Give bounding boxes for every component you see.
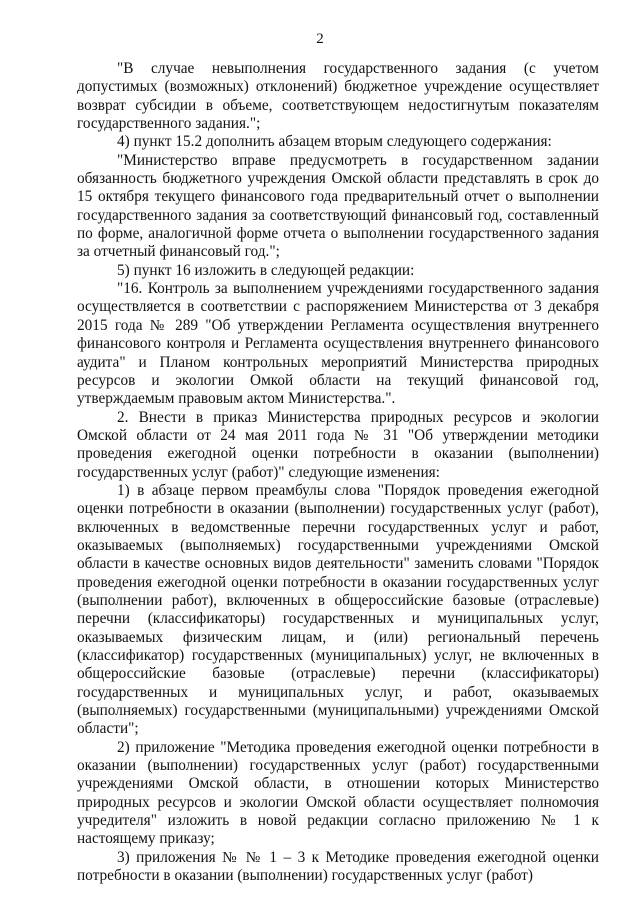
paragraph-item-4: 4) пункт 15.2 дополнить абзацем вторым следующего содержания: [117,133,552,151]
paragraph-quote-ministry: "Министерство вправе предусмотреть в государственном задании обязанность бюджетного учреждения Омской области представлять в срок до 15 октября текущего финансового года предварительный отчет о выполнении государственного задания за соответствующий финансовый год, составленный по форме, аналогичной форме отчета о выполнении государственного задания за отчетный финансовый год."; [77,151,599,261]
paragraph-sub-2: 2) приложение "Методика проведения ежегодной оценки потребности в оказании (выполнении) государственных услуг (работ) государственными учреждениями Омской области, в отношении которых Министерство природных ресурсов и экологии Омской области осуществляет полномочия учредителя" изложить в новой редакции согласно приложению № 1 к настоящему приказу; [77,738,599,848]
paragraph-section-2: 2. Внести в приказ Министерства природных ресурсов и экологии Омской области от 24 мая 2011 года № 31 "Об утверждении методики проведения ежегодной оценки потребности в оказании (выполнении) государственных услуг (работ)" следующие изменения: [77,408,599,481]
paragraph-sub-1: 1) в абзаце первом преамбулы слова "Порядок проведения ежегодной оценки потребности в оказании (выполнении) государственных услуг (работ), включенных в ведомственные перечни государственных услуг и работ, оказываемых (выполняемых) государственными учреждениями Омской области в качестве основных видов деятельности" заменить словами "Порядок проведения ежегодной оценки потребности в оказании государственных услуг (выполнении работ), включенных в общероссийские базовые (отраслевые) перечни (классификаторы) государственных и муниципальных услуг, оказываемых физическим лицам, и (или) региональный перечень (классификатор) государственных (муниципальных) услуг, не включенных в общероссийские базовые (отраслевые) перечни (классификаторы) государственных и муниципальных услуг, и работ, оказываемых (выполняемых) государственными (муниципальными) учреждениями Омской области"; [77,481,599,738]
paragraph-sub-3: 3) приложения № № 1 – 3 к Методике проведения ежегодной оценки потребности в оказании (выполнении) государственных услуг (работ) [77,848,599,885]
paragraph-quote-return-subsidy: "В случае невыполнения государственного задания (с учетом допустимых (возможных) отклонений) бюджетное учреждение осуществляет возврат субсидии в объеме, соответствующем недостигнутым показателям государственного задания."; [77,60,599,133]
document-body [77,60,599,885]
page-number: 2 [316,31,324,47]
paragraph-item-5: 5) пункт 16 изложить в следующей редакции: [117,261,415,279]
paragraph-quote-control: "16. Контроль за выполнением учреждениями государственного задания осуществляется в соответствии с распоряжением Министерства от 3 декабря 2015 года № 289 "Об утверждении Регламента осуществления внутреннего финансового контроля и Регламента осуществления внутреннего финансового аудита" и Планом контрольных мероприятий Министерства природных ресурсов и экологии Омкой области на текущий финансовой год, утверждаемым правовым актом Министерства.". [77,280,599,408]
